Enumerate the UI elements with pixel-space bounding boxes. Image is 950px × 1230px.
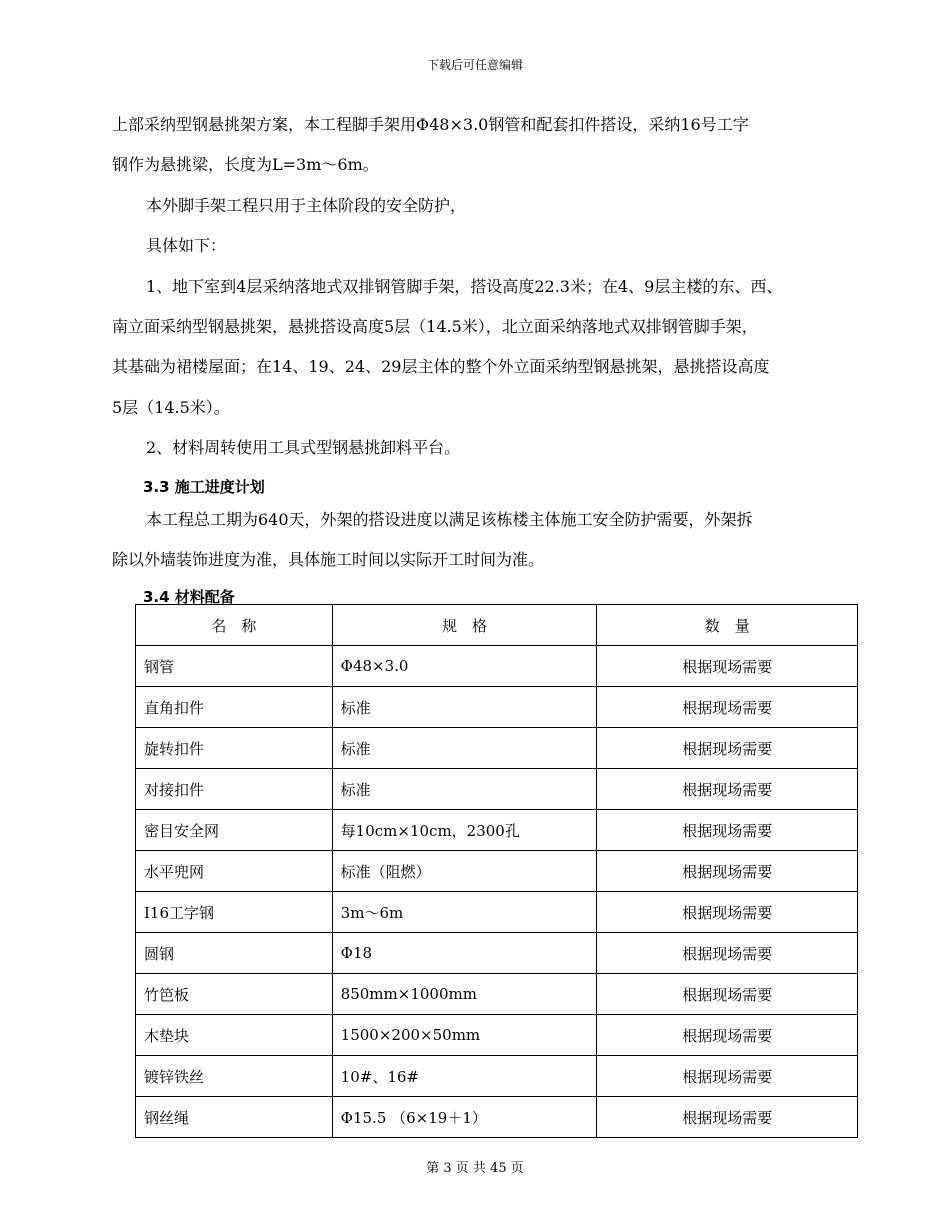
cell-quantity: 根据现场需要 xyxy=(597,851,858,892)
table-row xyxy=(136,728,858,769)
cell-name: 木垫块 xyxy=(136,1015,333,1056)
cell-quantity: 根据现场需要 xyxy=(597,974,858,1015)
cell-spec: 850mm×1000mm xyxy=(332,974,597,1015)
cell-spec: 3m～6m xyxy=(332,892,597,933)
table-header-row xyxy=(136,605,858,646)
table-row xyxy=(136,769,858,810)
paragraph-line: 本外脚手架工程只用于主体阶段的安全防护， xyxy=(146,196,467,215)
table-row xyxy=(136,1015,858,1056)
cell-spec: 每10cm×10cm，2300孔 xyxy=(332,810,597,851)
page-footer: 第 3 页 共 45 页 xyxy=(426,1161,524,1176)
table-row xyxy=(136,810,858,851)
section-heading-3-3: 3.3 施工进度计划 xyxy=(143,478,265,496)
table-row xyxy=(136,851,858,892)
paragraph-line: 上部采纳型钢悬挑架方案，本工程脚手架用Φ48×3.0钢管和配套扣件搭设，采纳16号工字 xyxy=(112,115,749,134)
cell-spec: Φ18 xyxy=(332,933,597,974)
cell-name: 对接扣件 xyxy=(136,769,333,810)
cell-name: 旋转扣件 xyxy=(136,728,333,769)
cell-name: 水平兜网 xyxy=(136,851,333,892)
cell-quantity: 根据现场需要 xyxy=(597,769,858,810)
cell-spec: 标准 xyxy=(332,769,597,810)
cell-name: 圆钢 xyxy=(136,933,333,974)
cell-name: 钢丝绳 xyxy=(136,1097,333,1138)
cell-quantity: 根据现场需要 xyxy=(597,687,858,728)
cell-spec: 标准 xyxy=(332,728,597,769)
cell-quantity: 根据现场需要 xyxy=(597,1097,858,1138)
cell-name: 镀锌铁丝 xyxy=(136,1056,333,1097)
column-header-spec: 规 格 xyxy=(332,605,597,646)
table-row xyxy=(136,892,858,933)
paragraph-line: 本工程总工期为640天，外架的搭设进度以满足该栋楼主体施工安全防护需要，外架拆 xyxy=(146,510,753,529)
table-row xyxy=(136,646,858,687)
paragraph-line: 2、材料周转使用工具式型钢悬挑卸料平台。 xyxy=(146,438,461,457)
cell-quantity: 根据现场需要 xyxy=(597,892,858,933)
cell-name: 直角扣件 xyxy=(136,687,333,728)
paragraph-line: 1、地下室到4层采纳落地式双排钢管脚手架，搭设高度22.3米；在4、9层主楼的东、西、 xyxy=(146,277,783,296)
cell-quantity: 根据现场需要 xyxy=(597,646,858,687)
cell-spec: 标准（阻燃） xyxy=(332,851,597,892)
cell-quantity: 根据现场需要 xyxy=(597,933,858,974)
paragraph-line: 具体如下： xyxy=(146,236,227,255)
materials-table xyxy=(135,604,858,1138)
cell-quantity: 根据现场需要 xyxy=(597,1015,858,1056)
cell-quantity: 根据现场需要 xyxy=(597,728,858,769)
paragraph-line: 除以外墙装饰进度为准，具体施工时间以实际开工时间为准。 xyxy=(112,550,545,569)
paragraph-line: 钢作为悬挑梁，长度为L=3m～6m。 xyxy=(112,155,379,174)
cell-quantity: 根据现场需要 xyxy=(597,1056,858,1097)
table-row xyxy=(136,1097,858,1138)
paragraph-line: 5层（14.5米）。 xyxy=(112,398,230,417)
paragraph-line: 南立面采纳型钢悬挑架，悬挑搭设高度5层（14.5米），北立面采纳落地式双排钢管脚手架， xyxy=(112,317,758,336)
column-header-quantity: 数 量 xyxy=(597,605,858,646)
cell-name: I16工字钢 xyxy=(136,892,333,933)
cell-name: 钢管 xyxy=(136,646,333,687)
cell-spec: 标准 xyxy=(332,687,597,728)
table-row xyxy=(136,687,858,728)
cell-spec: Φ48×3.0 xyxy=(332,646,597,687)
cell-name: 密目安全网 xyxy=(136,810,333,851)
section-heading-3-4: 3.4 材料配备 xyxy=(143,588,235,606)
paragraph-line: 其基础为裙楼屋面；在14、19、24、29层主体的整个外立面采纳型钢悬挑架，悬挑搭设高度 xyxy=(112,357,770,376)
cell-spec: 10#、16# xyxy=(332,1056,597,1097)
column-header-name: 名 称 xyxy=(136,605,333,646)
cell-spec: Φ15.5 （6×19＋1） xyxy=(332,1097,597,1138)
page-header: 下载后可任意编辑 xyxy=(426,58,523,72)
table-row xyxy=(136,933,858,974)
table-row xyxy=(136,974,858,1015)
table-row xyxy=(136,1056,858,1097)
cell-quantity: 根据现场需要 xyxy=(597,810,858,851)
cell-name: 竹笆板 xyxy=(136,974,333,1015)
cell-spec: 1500×200×50mm xyxy=(332,1015,597,1056)
